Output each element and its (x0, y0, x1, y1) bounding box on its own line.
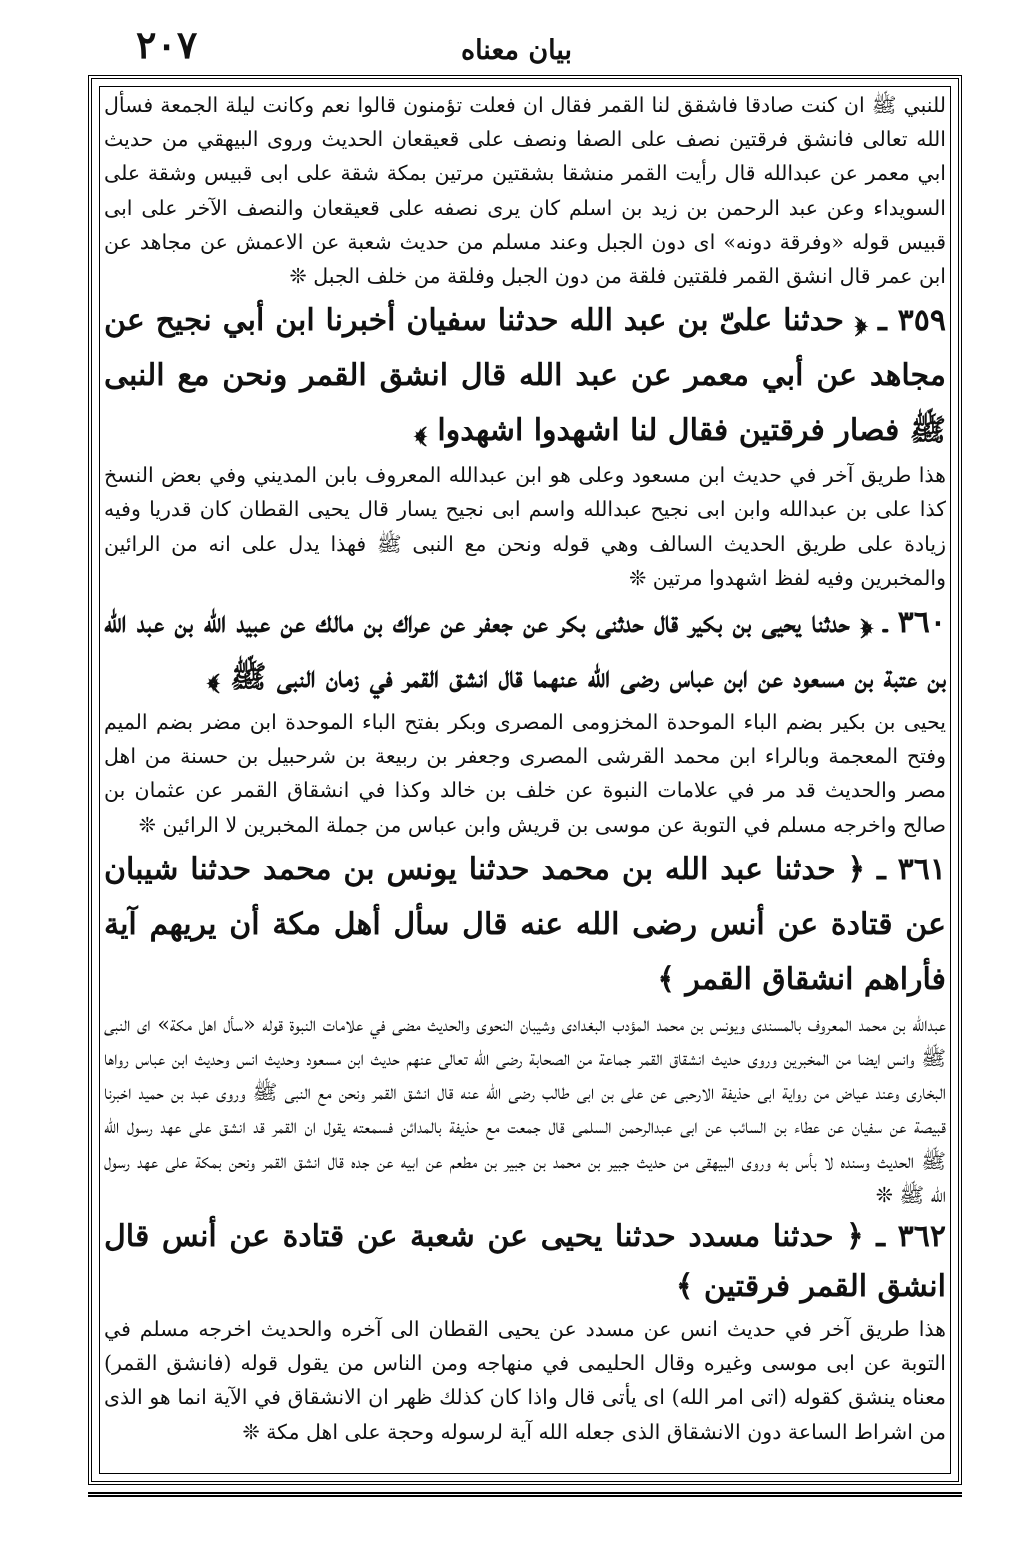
commentary-paragraph: هذا طريق آخر في حديث ابن مسعود وعلى هو ابن عبدالله المعروف بابن المديني وفي بعض النسخ كذا على بن عبدالله وابن ابى نجيح عبدالله واسم ابى نجيح يسار قال يحيى القطان كان قدريا وفيه زيادة على طريق الحديث السالف وهي قوله ونحن مع النبى ﷺ فهذا يدل على انه من الرائين والمخبرين وفيه لفظ اشهدوا مرتين ❊ (104, 463, 946, 590)
page-number: ٢٠٧ (136, 22, 198, 67)
hadith-361: ٣٦١ ـ ﴿ حدثنا عبد الله بن محمد حدثنا يونس بن محمد حدثنا شيبان عن قتادة عن أنس رضى الله عنه قال سأل أهل مكة أن يريهم آية فأراهم انشقاق القمر ﴾ (104, 851, 946, 997)
running-head: بيان معناه (460, 35, 573, 66)
hadith-359: ٣٥٩ ـ ﴿ حدثنا علىّ بن عبد الله حدثنا سفيان أخبرنا ابن أبي نجيح عن مجاهد عن أبي معمر عن عبد الله قال انشق القمر ونحن مع النبى ﷺ فصار فرقتين فقال لنا اشهدوا اشهدوا ﴾ (104, 303, 946, 449)
hadith-362: ٣٦٢ ـ ﴿ حدثنا مسدد حدثنا يحيى عن شعبة عن قتادة عن أنس قال انشق القمر فرقتين ﴾ (104, 1219, 946, 1305)
hadith-360: ٣٦٠ ـ ﴿ حدثنا يحيى بن بكير قال حدثنى بكر عن جعفر عن عراك بن مالك عن عبيد الله بن عبد الله بن عتبة بن مسعود عن ابن عباس رضى الله عنهما قال انشق القمر في زمان النبى ﷺ ﴾ (104, 605, 946, 696)
commentary-paragraph: عبدالله بن محمد المعروف بالمسندى ويونس بن محمد المؤدب البغدادى وشيبان النحوى والحديث مضى في علامات النبوة قوله «سأل اهل مكة» اى النبى ﷺ وانس ايضا من المخبرين وروى حديث انشقاق القمر جماعة من الصحابة رضى الله تعالى عنهم حديث ابن مسعود وحديث انس وحديث ابن عباس رواها البخارى وعند عياض من رواية ابى حذيفة الارحبى عن على بن ابى طالب رضى الله عنه قال انشق القمر ونحن مع النبى ﷺ وروى عبد بن حميد اخبرنا قبيصة عن سفيان عن عطاء بن السائب عن ابى عبدالرحمن السلمى قال جمعت مع حذيفة بالمدائن فسمعته يقول ان القمر قد انشق على عهد رسول الله ﷺ الحديث وسنده لا بأس به وروى البيهقى من حديث جبير بن محمد بن جبير بن مطعم عن ابيه عن جده قال انشق القمر ونحن بمكة على عهد رسول الله ﷺ ❊ (104, 1011, 946, 1207)
commentary-paragraph: للنبي ﷺ ان كنت صادقا فاشقق لنا القمر فقال ان فعلت تؤمنون قالوا نعم وكانت ليلة الجمعة فسأل الله تعالى فانشق فرقتين نصف على الصفا ونصف على قعيقعان الحديث وروى البيهقي من حديث ابي معمر عن عبدالله قال رأيت القمر منشقا بشقتين مرتين بمكة شقة على ابى قبيس وشقة على السويداء وعن عبد الرحمن بن زيد بن اسلم كان يرى نصفه على قعيقعان والنصف الآخر على ابى قبيس قوله «وفرقة دونه» اى دون الجبل وعند مسلم من حديث شعبة عن الاعمش عن مجاهد عن ابن عمر قال انشق القمر فلقتين فلقة من دون الجبل وفلقة من خلف الجبل ❊ (104, 93, 946, 289)
commentary-paragraph: هذا طريق آخر في حديث انس عن مسدد عن يحيى القطان الى آخره والحديث اخرجه مسلم في التوبة عن ابى موسى وغيره وقال الحليمى في منهاجه ومن الناس من يقول قوله (فانشق القمر) معناه ينشق كقوله (اتى امر الله) اى يأتى قال واذا كان كذلك ظهر ان الانشقاق في الآية انما هو الذى من اشراط الساعة دون الانشقاق الذى جعله الله آية لرسوله وحجة على اهل مكة ❊ (104, 1317, 946, 1444)
bottom-rule (88, 1492, 962, 1497)
commentary-paragraph: يحيى بن بكير بضم الباء الموحدة المخزومى المصرى وبكر بفتح الباء الموحدة ابن مضر بضم الميم وفتح المعجمة وبالراء ابن محمد القرشى المصرى وجعفر بن ربيعة بن شرحبيل بن حسنة من اهل مصر والحديث قد مر في علامات النبوة عن خلف بن خالد وكذا في انشقاق القمر عن عثمان بن صالح واخرجه مسلم في التوبة عن موسى بن قريش وابن عباس من جملة المخبرين لا الرائين ❊ (104, 710, 946, 837)
text-column (104, 88, 946, 1476)
